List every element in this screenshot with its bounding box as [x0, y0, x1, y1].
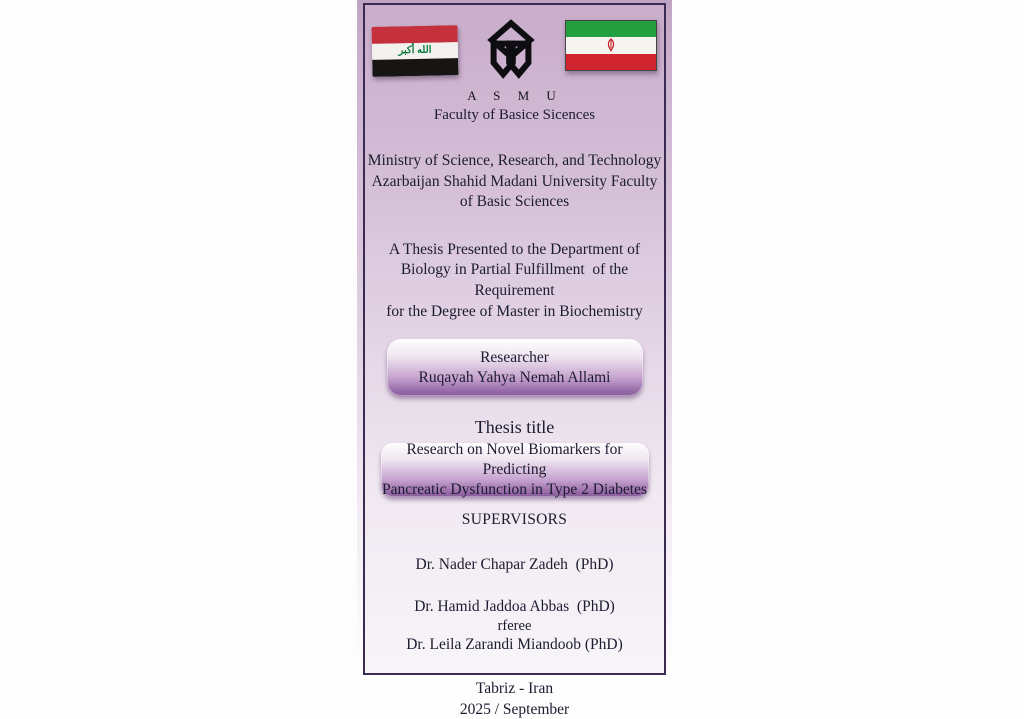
statement-line-3: for the Degree of Master in Biochemistry [386, 302, 643, 320]
researcher-label: Researcher [480, 348, 549, 366]
asmu-logo-icon [481, 17, 541, 87]
statement-line-2: Biology in Partial Fulfillment of the Requirement [400, 261, 629, 300]
footer-location: Tabriz - Iran [475, 680, 554, 698]
asmu-acronym: A S M U [467, 88, 563, 103]
researcher-box [387, 339, 643, 396]
referee-label: rferee [497, 618, 532, 635]
faculty-line: Faculty of Basice Sicences [433, 107, 596, 123]
footer-block [365, 680, 664, 719]
thesis-cover-sheet [357, 0, 672, 718]
iraq-flag-black-stripe [372, 58, 458, 76]
iraq-flag-takbir-text: الله أكبر [372, 42, 458, 60]
thesis-title-line-1: Research on Novel Biomarkers for Predicting [406, 441, 623, 479]
university-logo-block [460, 17, 563, 104]
researcher-name: Ruqayah Yahya Nemah Allami [418, 368, 611, 386]
referee-name: Dr. Leila Zarandi Miandoob (PhD) [406, 636, 623, 654]
thesis-title-box [381, 443, 649, 497]
ministry-line-2: Azarbaijan Shahid Madani University Faculty [371, 172, 658, 190]
supervisors-heading: SUPERVISORS [461, 511, 568, 529]
thesis-statement-block [365, 240, 664, 322]
footer-date: 2025 / September [459, 700, 570, 718]
iran-flag-green-stripe [566, 21, 656, 37]
thesis-title-line-2: Pancreatic Dysfunction in Type 2 Diabetes [381, 481, 648, 499]
iraq-flag-icon [371, 25, 458, 77]
cover-frame [363, 3, 666, 718]
iraq-flag-red-stripe [371, 25, 457, 43]
iran-emblem-icon [603, 38, 618, 53]
iran-flag-white-stripe [566, 37, 656, 53]
ministry-line-3: of Basic Sciences [459, 193, 570, 211]
iran-flag-icon [565, 20, 657, 71]
supervisor-1: Dr. Nader Chapar Zadeh (PhD) [415, 556, 614, 574]
thesis-title-heading: Thesis title [474, 417, 555, 438]
header-flags-row [365, 5, 664, 104]
supervisor-2: Dr. Hamid Jaddoa Abbas (PhD) [414, 598, 615, 616]
ministry-block [365, 151, 664, 213]
ministry-line-1: Ministry of Science, Research, and Technology [367, 152, 662, 169]
iran-flag-red-stripe [566, 54, 656, 70]
statement-line-1: A Thesis Presented to the Department of [388, 240, 641, 258]
